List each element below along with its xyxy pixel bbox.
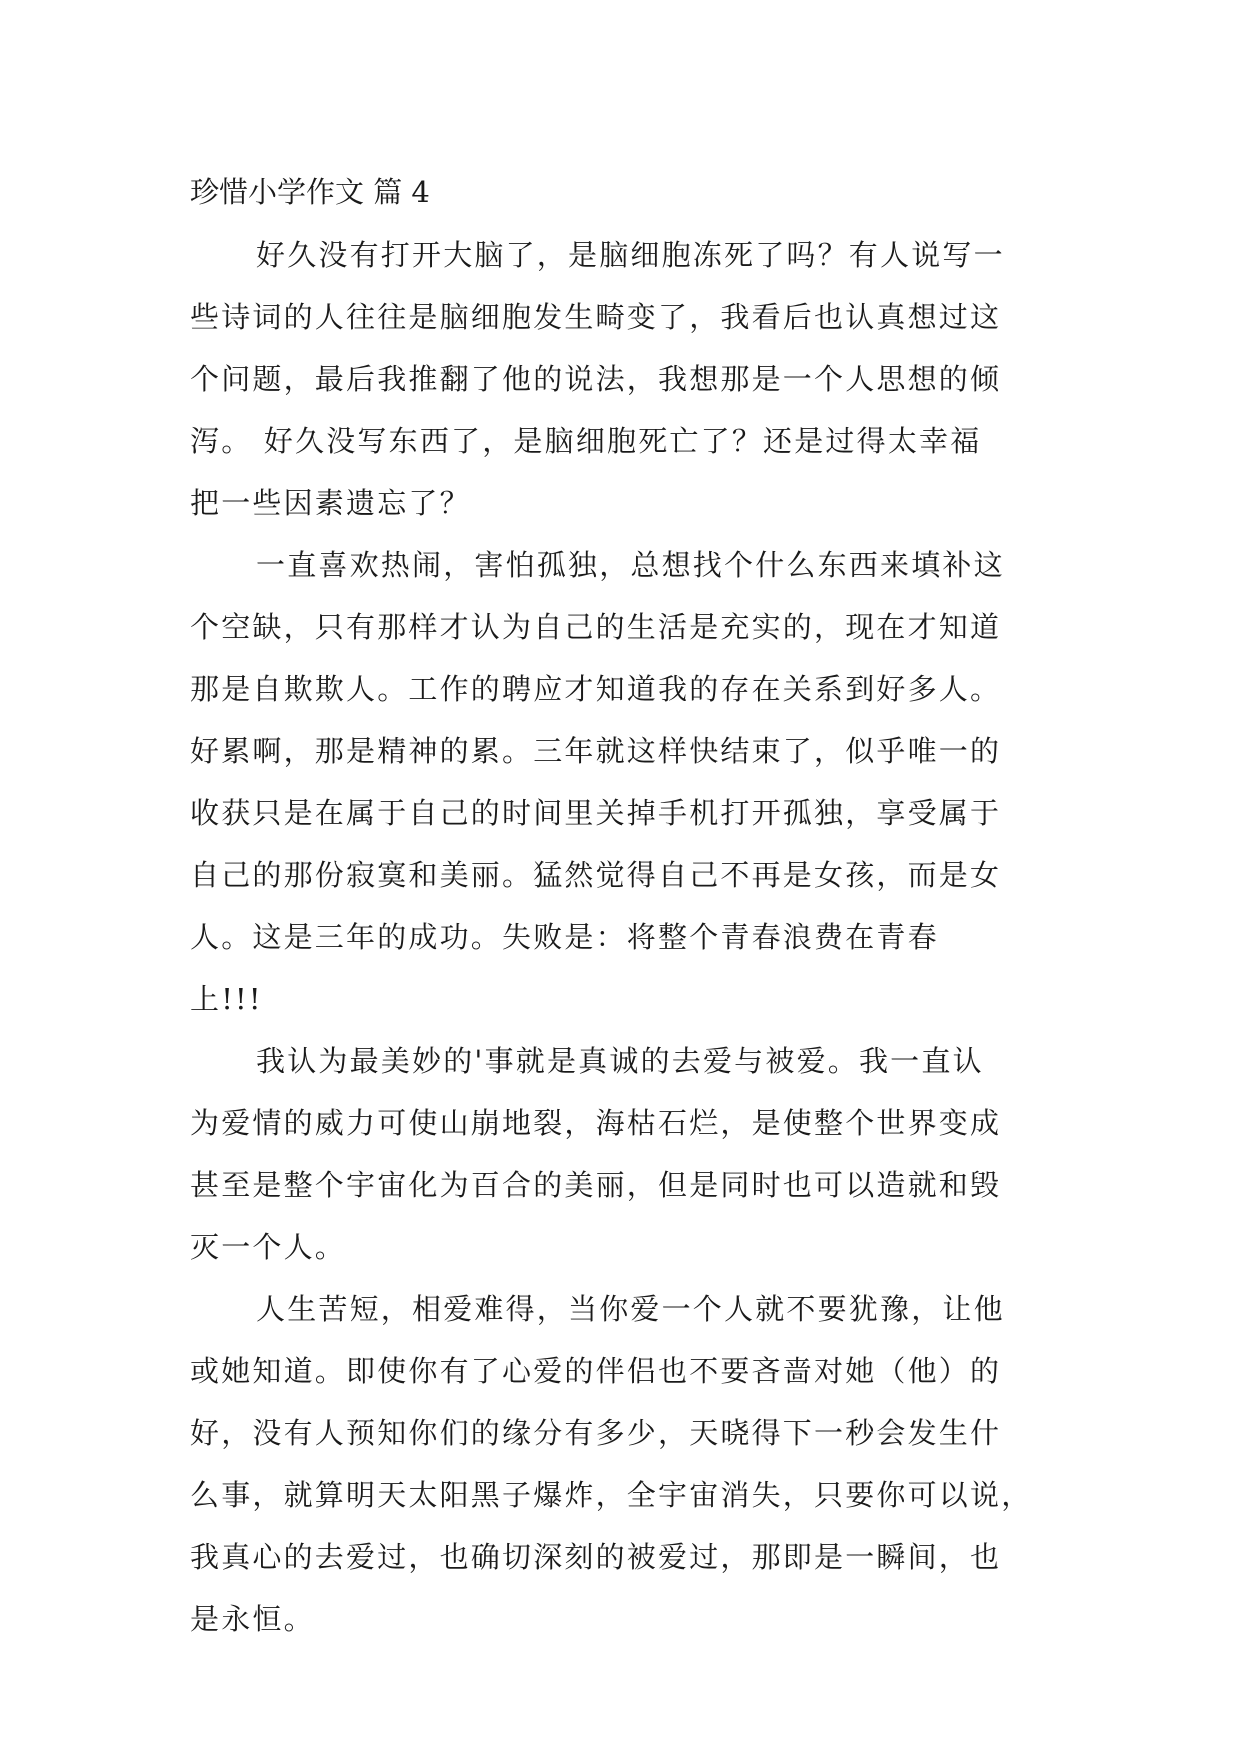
- text-line: 上!!!: [190, 982, 263, 1016]
- text-line: 好久没有打开大脑了，是脑细胞冻死了吗？有人说写一: [256, 238, 1005, 272]
- text-line: 么事，就算明天太阳黑子爆炸，全宇宙消失，只要你可以说，: [190, 1478, 1033, 1512]
- text-line: 为爱情的威力可使山崩地裂，海枯石烂，是使整个世界变成: [190, 1106, 1002, 1140]
- document-title: 珍惜小学作文 篇 4: [190, 175, 430, 209]
- text-line: 甚至是整个宇宙化为百合的美丽，但是同时也可以造就和毁: [190, 1168, 1002, 1202]
- text-line: 好，没有人预知你们的缘分有多少，天晓得下一秒会发生什: [190, 1416, 1002, 1450]
- text-line: 个问题，最后我推翻了他的说法，我想那是一个人思想的倾: [190, 362, 1002, 396]
- text-line: 自己的那份寂寞和美丽。猛然觉得自己不再是女孩，而是女: [190, 858, 1002, 892]
- text-line: 些诗词的人往往是脑细胞发生畸变了，我看后也认真想过这: [190, 300, 1002, 334]
- text-line: 泻。 好久没写东西了，是脑细胞死亡了？还是过得太幸福: [190, 424, 982, 458]
- text-line: 个空缺，只有那样才认为自己的生活是充实的，现在才知道: [190, 610, 1002, 644]
- text-line: 我认为最美妙的'事就是真诚的去爱与被爱。我一直认: [256, 1044, 984, 1078]
- text-line: 收获只是在属于自己的时间里关掉手机打开孤独，享受属于: [190, 796, 1002, 830]
- text-line: 我真心的去爱过，也确切深刻的被爱过，那即是一瞬间，也: [190, 1540, 1002, 1574]
- text-line: 人生苦短，相爱难得，当你爱一个人就不要犹豫，让他: [256, 1292, 1005, 1326]
- paragraph-4: [190, 1278, 1050, 1650]
- text-line: 人。这是三年的成功。失败是：将整个青春浪费在青春: [190, 920, 939, 954]
- text-line: 把一些因素遗忘了？: [190, 486, 471, 520]
- paragraph-2: [190, 534, 1050, 1030]
- document-body: [190, 160, 1050, 1650]
- text-line: 那是自欺欺人。工作的聘应才知道我的存在关系到好多人。: [190, 672, 1002, 706]
- paragraph-1: [190, 224, 1050, 534]
- text-line: 一直喜欢热闹，害怕孤独，总想找个什么东西来填补这: [256, 548, 1005, 582]
- text-line: 好累啊，那是精神的累。三年就这样快结束了，似乎唯一的: [190, 734, 1002, 768]
- paragraph-3: [190, 1030, 1050, 1278]
- text-line: 灭一个人。: [190, 1230, 347, 1264]
- text-line: 是永恒。: [190, 1602, 315, 1636]
- text-line: 或她知道。即使你有了心爱的伴侣也不要吝啬对她（他）的: [190, 1354, 1002, 1388]
